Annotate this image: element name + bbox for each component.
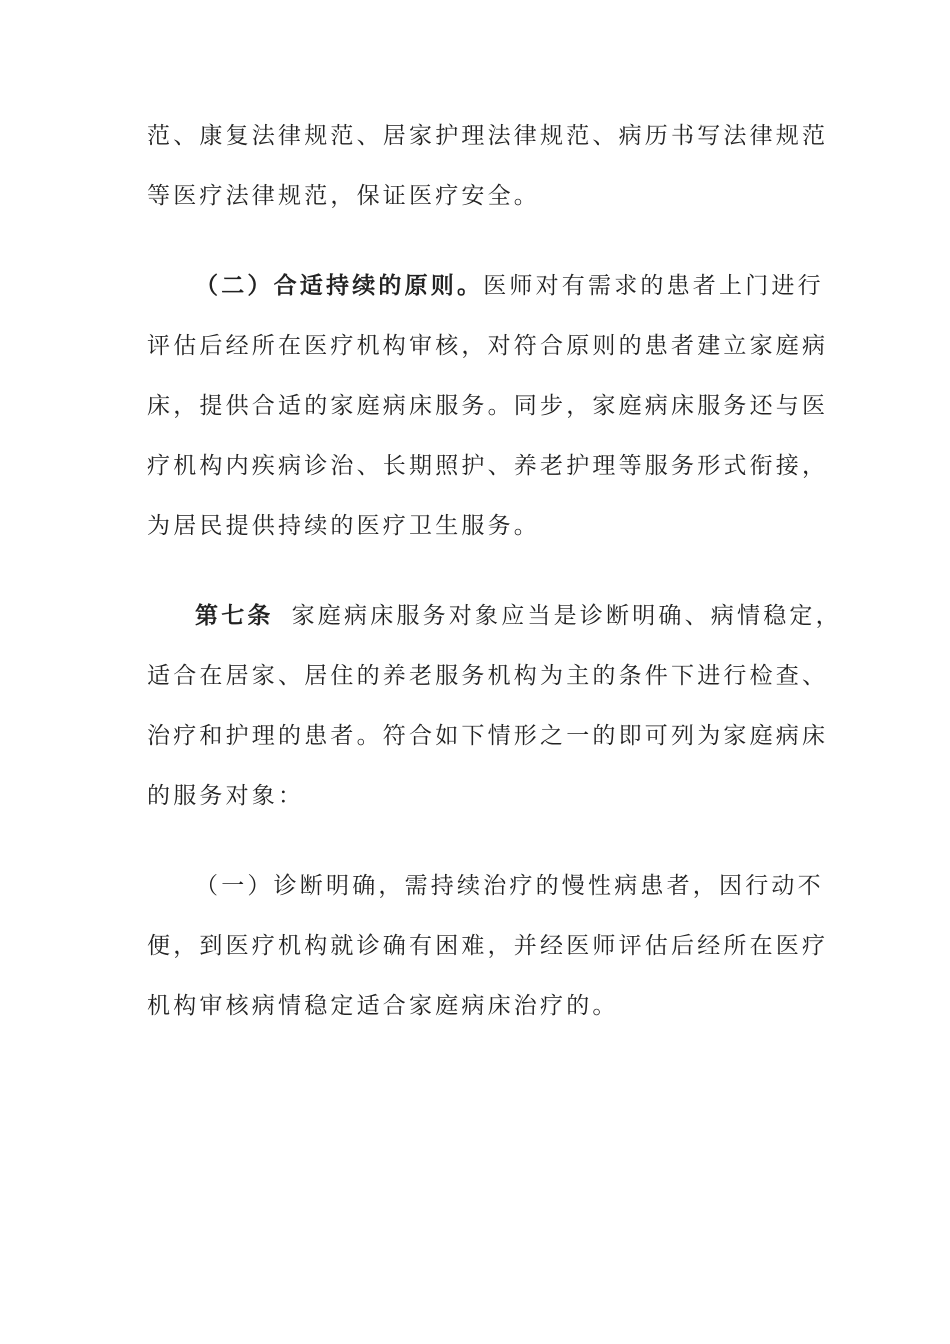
- paragraph-line: 治疗和护理的患者。符合如下情形之一的即可列为家庭病床: [147, 723, 829, 749]
- paragraph-line: 范、康复法律规范、居家护理法律规范、病历书写法律规范: [147, 123, 829, 149]
- principle-heading: （二）合适持续的原则。: [195, 273, 484, 299]
- paragraph-text: 家庭病床服务对象应当是诊断明确、病情稳定，: [291, 603, 842, 629]
- paragraph-line: 等医疗法律规范，保证医疗安全。: [147, 183, 540, 209]
- list-item-line: （一）诊断明确，需持续治疗的慢性病患者，因行动不: [195, 873, 824, 899]
- paragraph-line: 为居民提供持续的医疗卫生服务。: [147, 513, 540, 539]
- paragraph-line: 适合在居家、居住的养老服务机构为主的条件下进行检查、: [147, 663, 829, 689]
- article-heading-line: [195, 600, 855, 632]
- article-label: 第七条: [195, 603, 274, 629]
- paragraph-line: 评估后经所在医疗机构审核，对符合原则的患者建立家庭病: [147, 333, 829, 359]
- paragraph-line: 便，到医疗机构就诊确有困难，并经医师评估后经所在医疗: [147, 933, 829, 959]
- paragraph-line: 疗机构内疾病诊治、长期照护、养老护理等服务形式衔接，: [147, 453, 829, 479]
- paragraph-line: 床，提供合适的家庭病床服务。同步，家庭病床服务还与医: [147, 393, 829, 419]
- paragraph-line: 机构审核病情稳定适合家庭病床治疗的。: [147, 993, 619, 1019]
- paragraph-line: 的服务对象：: [147, 783, 305, 809]
- principle-heading-line: [195, 270, 855, 302]
- paragraph-text: 医师对有需求的患者上门进行: [483, 273, 824, 299]
